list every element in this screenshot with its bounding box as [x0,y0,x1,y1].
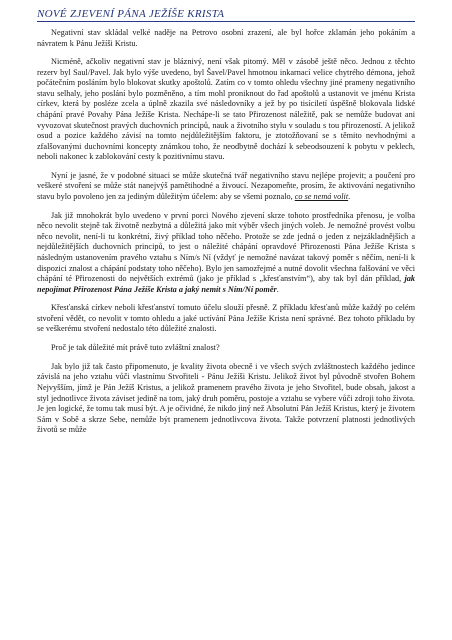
paragraph-3 [37,171,415,203]
paragraph-1: Negativní stav skládal velké naděje na Petrovo osobní zrazení, ale byl hořce zklamán jeho pokáním a návratem k Pánu Ježíši Kristu. [37,28,415,48]
header-title: NOVÉ ZJEVENÍ PÁNA JEŽÍŠE KRISTA [37,8,225,20]
paragraph-6: Proč je tak důležité mít právě tuto zvláštní znalost? [51,343,220,353]
paragraph-3-text: Nyní je jasné, že v podobné situaci se může skutečná tvář negativního stavu nejlépe projevit; a poučení pro veškeré stvoření se může stát nanejvýš pamětihodné a živoucí. Nezapomeňte, prosím, že aktivování negativního stavu bylo povoleno jen za jediným důležitým účelem: aby se všemi poznalo, [37,170,415,202]
paragraph-4 [37,211,415,295]
paragraph-2: Nicméně, ačkoliv negativní stav je bláznivý, není však pitomý. Měl v zásobě ještě něco. Jednou z těchto rezerv byl Saul/Pavel. Jak bylo výše uvedeno, byl Šavel/Pavel hmotnou inkarnací velice chytrého démona, jehož počátečním posláním bylo blokovat skutky apoštolů. Zatím co v tomto ohledu všechny jiné prameny negativního stavu selhaly, jeho poslání bylo pozměněno, a tím mohl proniknout do řad apoštolů a ustanovit ve jménu Krista církev, která by posléze zcela a úplně zkazila své následovníky a jež by po tisíciletí úspěšně blokovala lidské chápání pravé Povahy Pána Ježíše Krista. Nechápe-li se tato Přirozenost náležitě, pak se nemůže budovat ani vyvozovat skutečnost pravých duchovních principů, nauk a životního stylu v souladu s tou přirozeností. A jelikož osud a pozice každého závisí na tomto nejdůležitějším faktoru, je ztotožňovaní se s těmito nevhodnými a zfalšovanými duchovními koncepty známkou toho, že neodbytně dochází k sebeodsouzení k pobytu v peklech, neboli nakonec k zablokování cesty k pozitivnímu stavu. [37,57,415,162]
paragraph-7: Jak bylo již tak často připomenuto, je kvality života obecně i ve všech svých zvláštnostech každého jedince závislá na jeho vztahu vůči vlastnímu Stvořiteli - Pánu Ježíši Kristu. Jelikož život byl původně stvořen Bohem Nejvyšším, jímž je Pán Ježíš Kristus, a jelikož pramenem pravého života je jeho Stvořitel, bude obsah, jakost a styl jednotlivce života záviset jedině na tom, jaký druh poměru, postoje a vztahu se vybere vůči zdroji toho života. Je jen logické, že tomu tak musí být. A je očividné, že nikdo jiný než Absolutní Pán Ježíš Kristus, který je životem Sám v Sobě a skrze Sebe, nemůže být pramenem jednotlivcova života. Takže potvrzení platnosti jednotlivých životů se může [37,361,415,435]
page-header [37,8,415,22]
paragraph-4-emphasis: jak nepojímat Přirozenost Pána Ježíše Krista a jaký nemít s Ním/Ní poměr [37,274,415,294]
paragraph-5: Křesťanská církev neboli křesťanství tomuto účelu slouží přesně. Z příkladu křesťanů může každý po celém stvoření vědět, co nevolit v tomto ohledu a jaké uctívání Pána Ježíše Krista není správné. Bez tohoto příkladu by se veškerému stvoření nedostalo této důležité znalosti. [37,303,415,334]
paragraph-3-emphasis: co se nemá volit [294,192,349,202]
paragraph-4-text: Jak již mnohokrát bylo uvedeno v první porci Nového zjevení skrze tohoto prostředníka přenosu, je volba něco nevolit stejně tak životně nezbytná a důležitá jako mít výběr všech jiných voleb. Je nemožné provést volbu něco nevolit, není-li tu konkrétní, živý příklad toho něčeho. Protože se zde jedná o jeden z nejzákladnějších a nejdůležitějších duchovních principů, to jest o náležité chápání opravdové Přirozenosti Pána Ježíše Krista s následným ustanovením pravého vztahu s Ním/s Ní (vždyť je nemožné navázat takový poměr s něčím, není-li k dispozici znalost a chápání podstaty toho něčeho). Bylo jen samozřejmé a nutné dovolit všechna falšování ve věci chápání té Přirozenosti do největších extrémů (jako je příklad s „křesťanstvím“), aby tak byl dán příklad, [37,210,415,284]
paragraph-3-end: . [348,192,351,202]
paragraph-4-end: . [276,284,279,294]
